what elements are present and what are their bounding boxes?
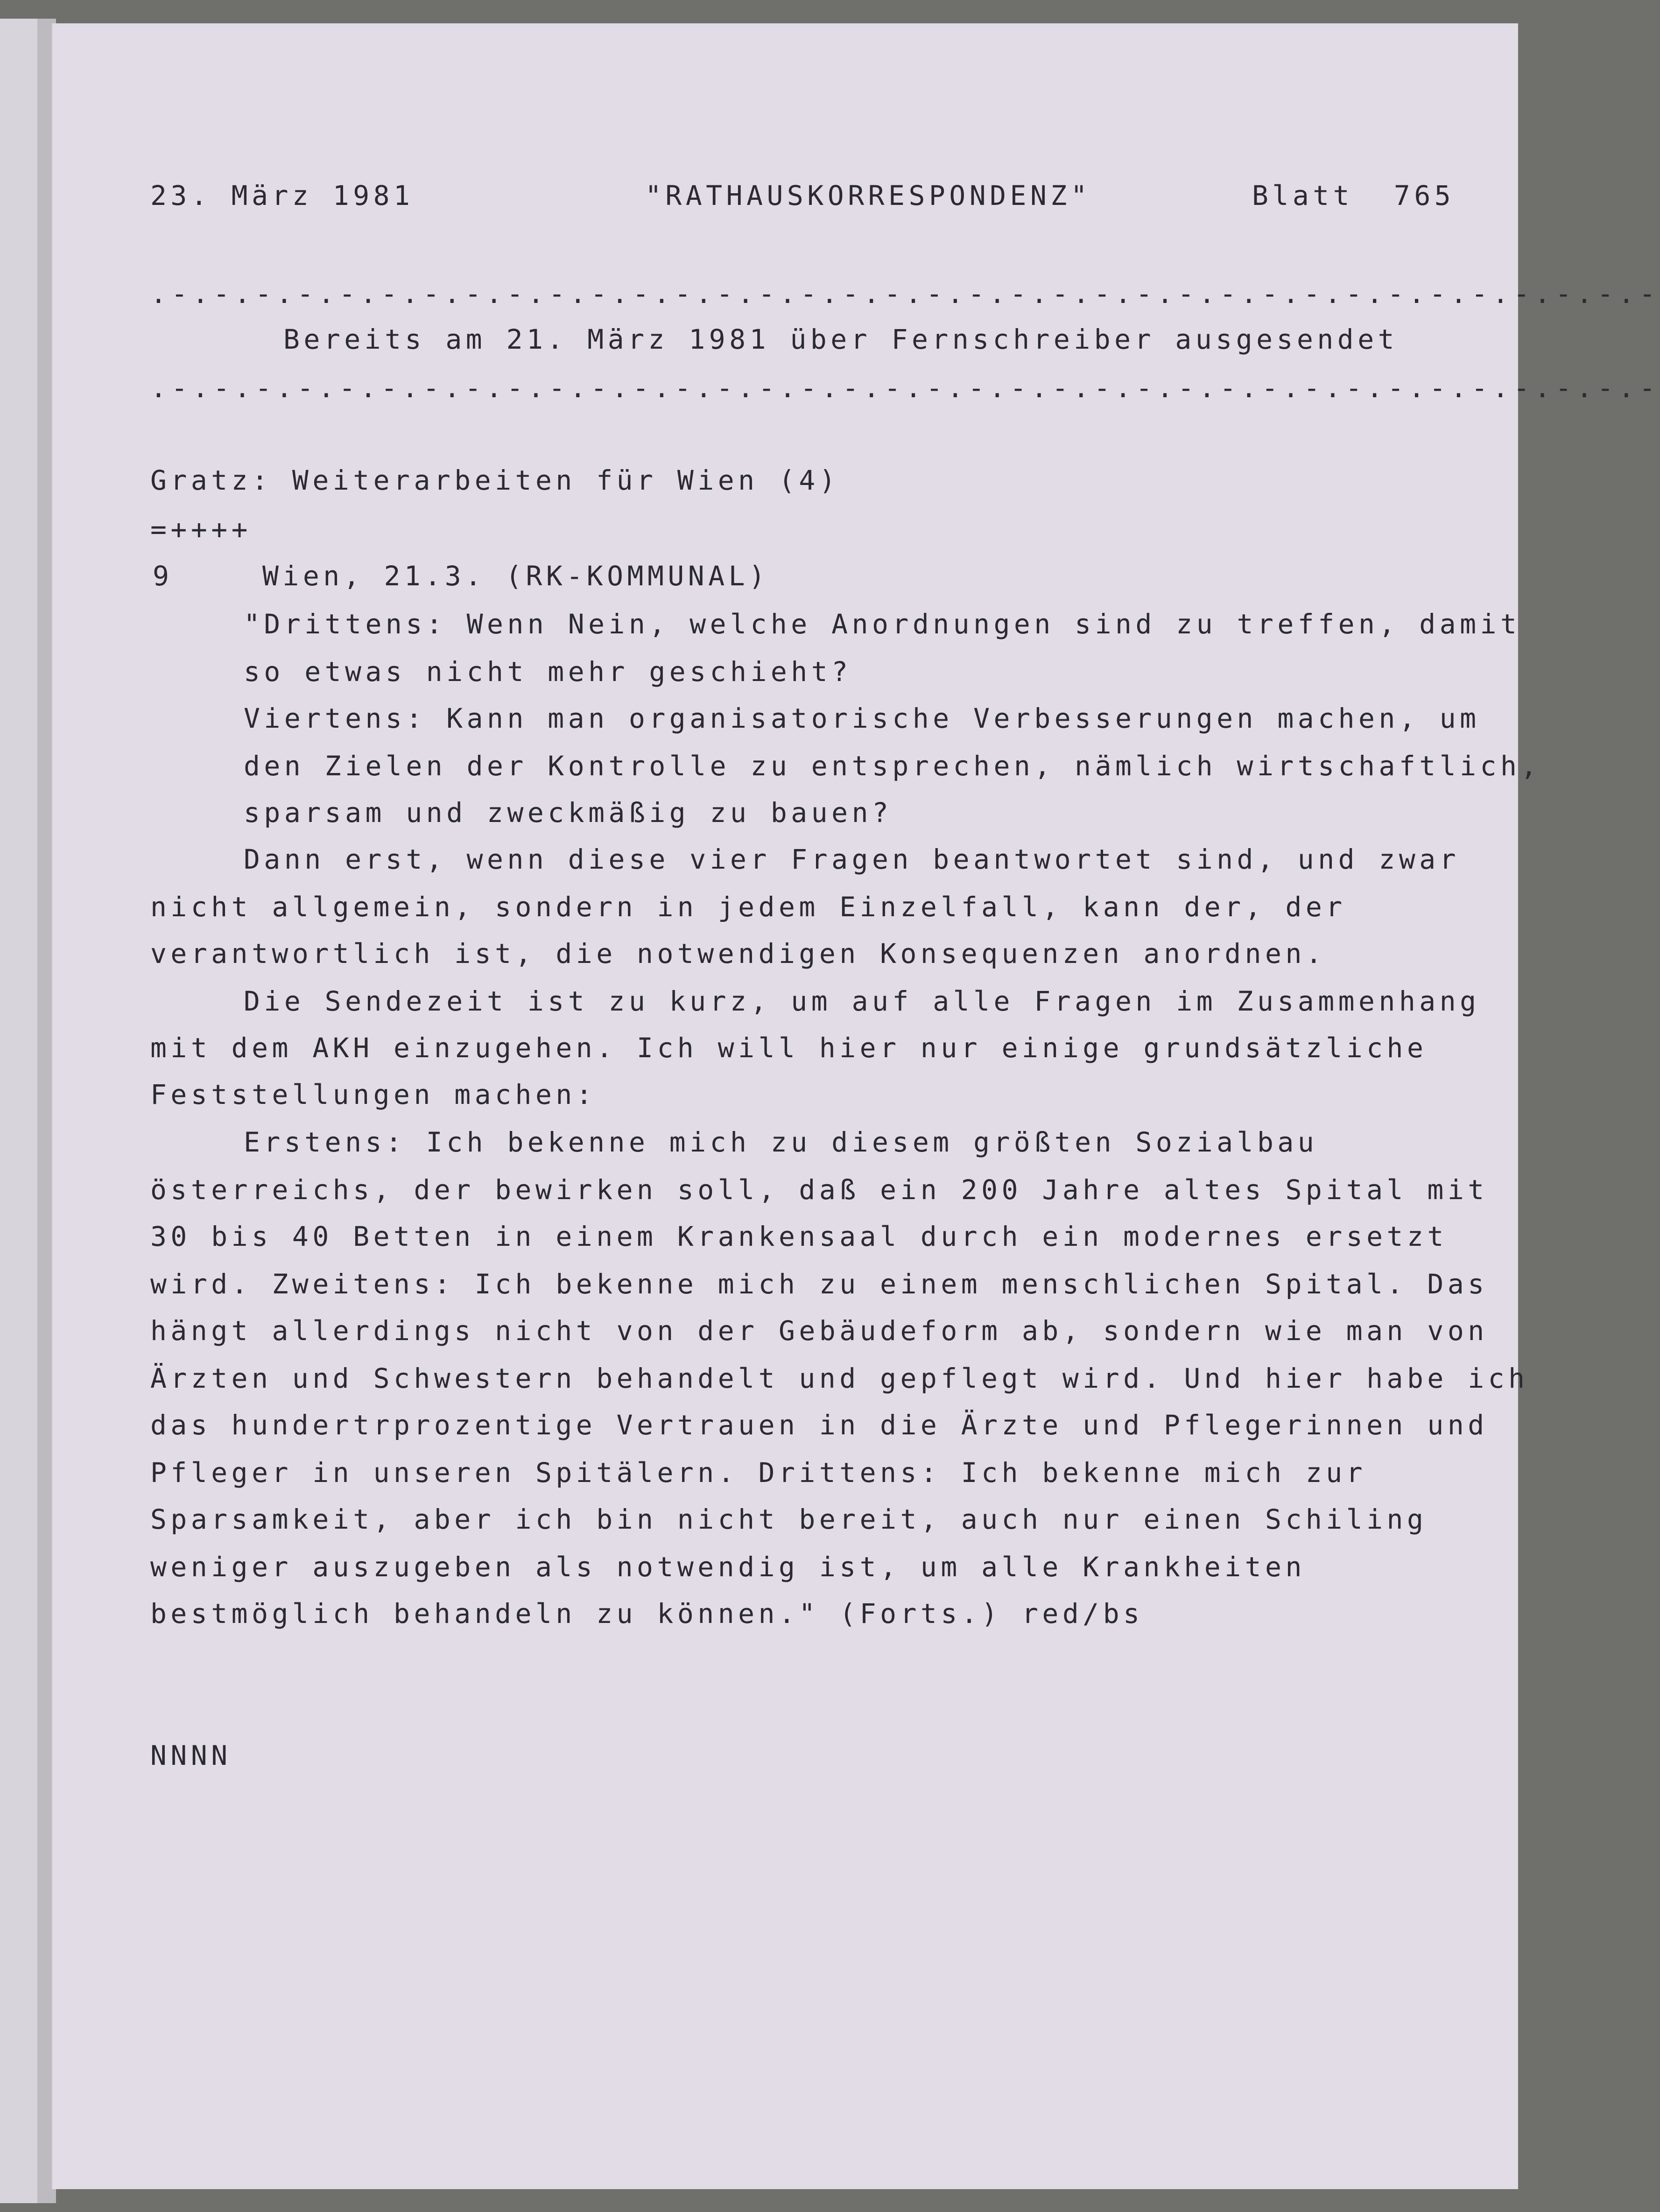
telex-notice: Bereits am 21. März 1981 über Fernschreiber ausgesendet [283,323,1399,355]
body-line: 30 bis 40 Betten in einem Krankensaal durch ein modernes ersetzt [150,1221,1448,1252]
body-line: Feststellungen machen: [150,1079,597,1110]
body-line: Erstens: Ich bekenne mich zu diesem größten Sozialbau [244,1126,1318,1158]
body-line: den Zielen der Kontrolle zu entsprechen, nämlich wirtschaftlich, [244,750,1541,782]
separator-bottom: .-.-.-.-.-.-.-.-.-.-.-.-.-.-.-.-.-.-.-.-.-.-.-.-.-.-.-.-.-.-.-.-.-.-.-.- [150,372,1660,404]
body-line: Viertens: Kann man organisatorische Verbesserungen machen, um [244,702,1480,734]
body-line: wird. Zweitens: Ich bekenne mich zu einem menschlichen Spital. Das [150,1268,1488,1300]
body-line: bestmöglich behandeln zu können." (Forts.) red/bs [150,1598,1144,1629]
previous-page-edge [0,19,39,2203]
header-sheet-number: Blatt 765 [1252,180,1455,211]
document-page [51,23,1660,2189]
body-line: so etwas nicht mehr geschieht? [244,656,852,688]
end-mark: NNNN [150,1740,232,1771]
article-number: 9 [153,560,173,592]
body-line: Pfleger in unseren Spitälern. Drittens: Ich bekenne mich zur [150,1457,1367,1489]
separator-top: .-.-.-.-.-.-.-.-.-.-.-.-.-.-.-.-.-.-.-.-.-.-.-.-.-.-.-.-.-.-.-.-.-.-.-.- [150,278,1660,309]
body-line: nicht allgemein, sondern in jedem Einzelfall, kann der, der [150,891,1346,923]
article-headline: Gratz: Weiterarbeiten für Wien (4) [150,464,840,496]
body-line: österreichs, der bewirken soll, daß ein 200 Jahre altes Spital mit [150,1174,1488,1206]
body-line: "Drittens: Wenn Nein, welche Anordnungen sind zu treffen, damit [244,608,1521,640]
body-line: sparsam und zweckmäßig zu bauen? [244,797,893,829]
header-publication: "RATHAUSKORRESPONDENZ" [645,180,1091,211]
header-date: 23. März 1981 [150,180,414,211]
article-dateline: Wien, 21.3. (RK-KOMMUNAL) [262,560,769,592]
body-line: hängt allerdings nicht von der Gebäudeform ab, sondern wie man von [150,1315,1488,1347]
body-line: Ärzten und Schwestern behandelt und gepflegt wird. Und hier habe ich [150,1362,1529,1394]
article-marker: =++++ [150,513,252,545]
body-line: das hundertrprozentige Vertrauen in die Ärzte und Pflegerinnen und [150,1409,1488,1441]
body-line: Dann erst, wenn diese vier Fragen beantwortet sind, und zwar [244,843,1460,875]
body-line: weniger auszugeben als notwendig ist, um alle Krankheiten [150,1551,1306,1583]
body-line: verantwortlich ist, die notwendigen Konsequenzen anordnen. [150,938,1326,969]
body-line: Die Sendezeit ist zu kurz, um auf alle Fragen im Zusammenhang [244,985,1480,1017]
body-line: Sparsamkeit, aber ich bin nicht bereit, auch nur einen Schiling [150,1503,1428,1535]
body-line: mit dem AKH einzugehen. Ich will hier nur einige grundsätzliche [150,1032,1428,1064]
